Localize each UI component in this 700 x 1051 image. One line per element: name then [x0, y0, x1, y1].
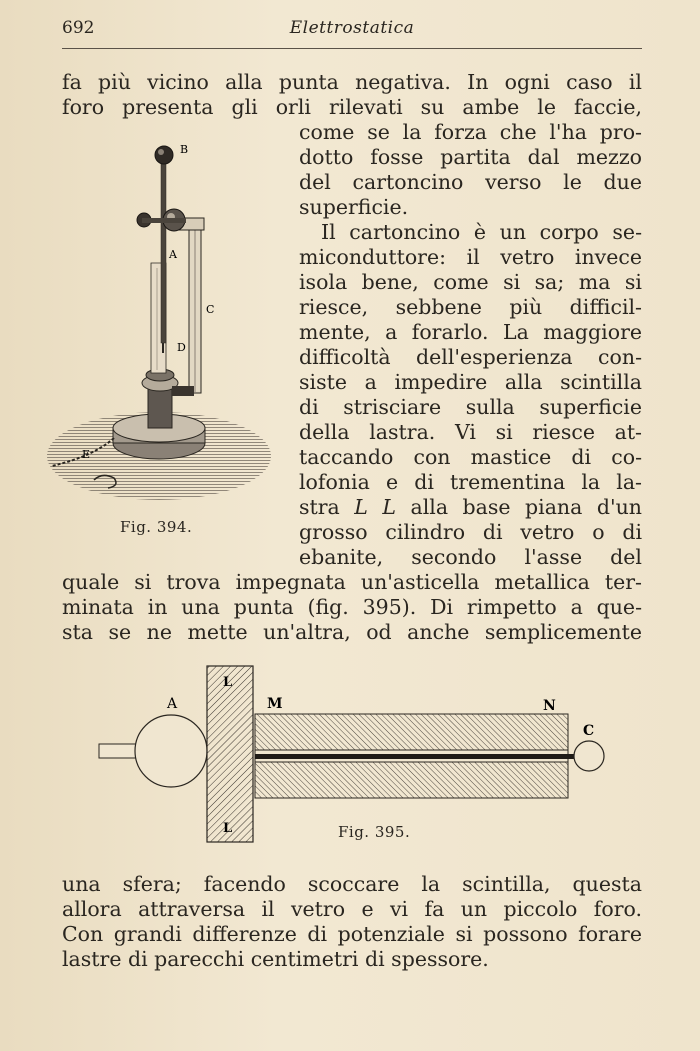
text-line: Con grandi differenze di potenziale si possono forare	[62, 922, 642, 946]
chapter-title: Elettrostatica	[289, 18, 415, 38]
label-b: B	[180, 143, 189, 156]
text-line: quale si trova impegnata un'asticella metallica ter-	[62, 570, 642, 594]
label-m: M	[267, 696, 283, 712]
text-line: Il cartoncino è un corpo se-	[321, 220, 642, 244]
text-line: isola bene, come si sa; ma si	[299, 270, 642, 294]
text-line: lofonia e di trementina la la-	[299, 470, 642, 494]
text-span: stra	[299, 495, 355, 519]
label-e: E	[82, 448, 91, 461]
text-line: taccando con mastice di co-	[299, 445, 642, 469]
text-line: minata in una punta (fig. 395). Di rimpetto a que-	[62, 595, 642, 619]
text-line: sta se ne mette un'altra, od anche semplicemente	[62, 620, 642, 644]
text-line: miconduttore: il vetro invece	[299, 245, 642, 269]
text-line: siste a impedire alla scintilla	[299, 370, 642, 394]
text-line: foro presenta gli orli rilevati su ambe le faccie,	[62, 95, 642, 119]
text-line: difficoltà dell'esperienza con-	[299, 345, 642, 369]
label-a: A	[167, 696, 178, 712]
text-line-lastra	[299, 495, 642, 520]
label-a: A	[169, 248, 177, 261]
text-line: fa più vicino alla punta negativa. In ogni caso il	[62, 70, 642, 94]
label-l-top: L	[223, 675, 233, 690]
label-c: C	[583, 723, 595, 739]
text-line: riesce, sebbene più difficil-	[299, 295, 642, 319]
text-span: alla base piana d'un	[396, 495, 642, 519]
text-line: dotto fosse partita dal mezzo	[299, 145, 642, 169]
figure-395-illustration	[95, 660, 615, 850]
figure-394-caption: Fig. 394.	[120, 518, 193, 536]
label-d: D	[177, 341, 186, 354]
running-header	[62, 18, 642, 44]
text-line: mente, a forarlo. La maggiore	[299, 320, 642, 344]
label-l-bottom: L	[223, 821, 233, 836]
text-line: lastre di parecchi centimetri di spessore.	[62, 947, 489, 971]
text-line: ebanite, secondo l'asse del	[299, 545, 642, 569]
text-line: allora attraversa il vetro e vi fa un piccolo foro.	[62, 897, 642, 921]
header-rule	[62, 48, 642, 49]
italic-ll: L L	[354, 495, 396, 519]
text-line: come se la forza che l'ha pro-	[299, 120, 642, 144]
figure-395-caption: Fig. 395.	[338, 823, 411, 841]
text-line: superficie.	[299, 195, 409, 219]
text-line: una sfera; facendo scoccare la scintilla, questa	[62, 872, 642, 896]
text-line: della lastra. Vi si riesce at-	[299, 420, 642, 444]
label-c: C	[206, 303, 215, 316]
figure-394-illustration	[44, 138, 274, 510]
page-number: 692	[62, 18, 95, 38]
text-line: di strisciare sulla superficie	[299, 395, 642, 419]
label-n: N	[543, 698, 556, 714]
text-line: grosso cilindro di vetro o di	[299, 520, 642, 544]
text-line: del cartoncino verso le due	[299, 170, 642, 194]
